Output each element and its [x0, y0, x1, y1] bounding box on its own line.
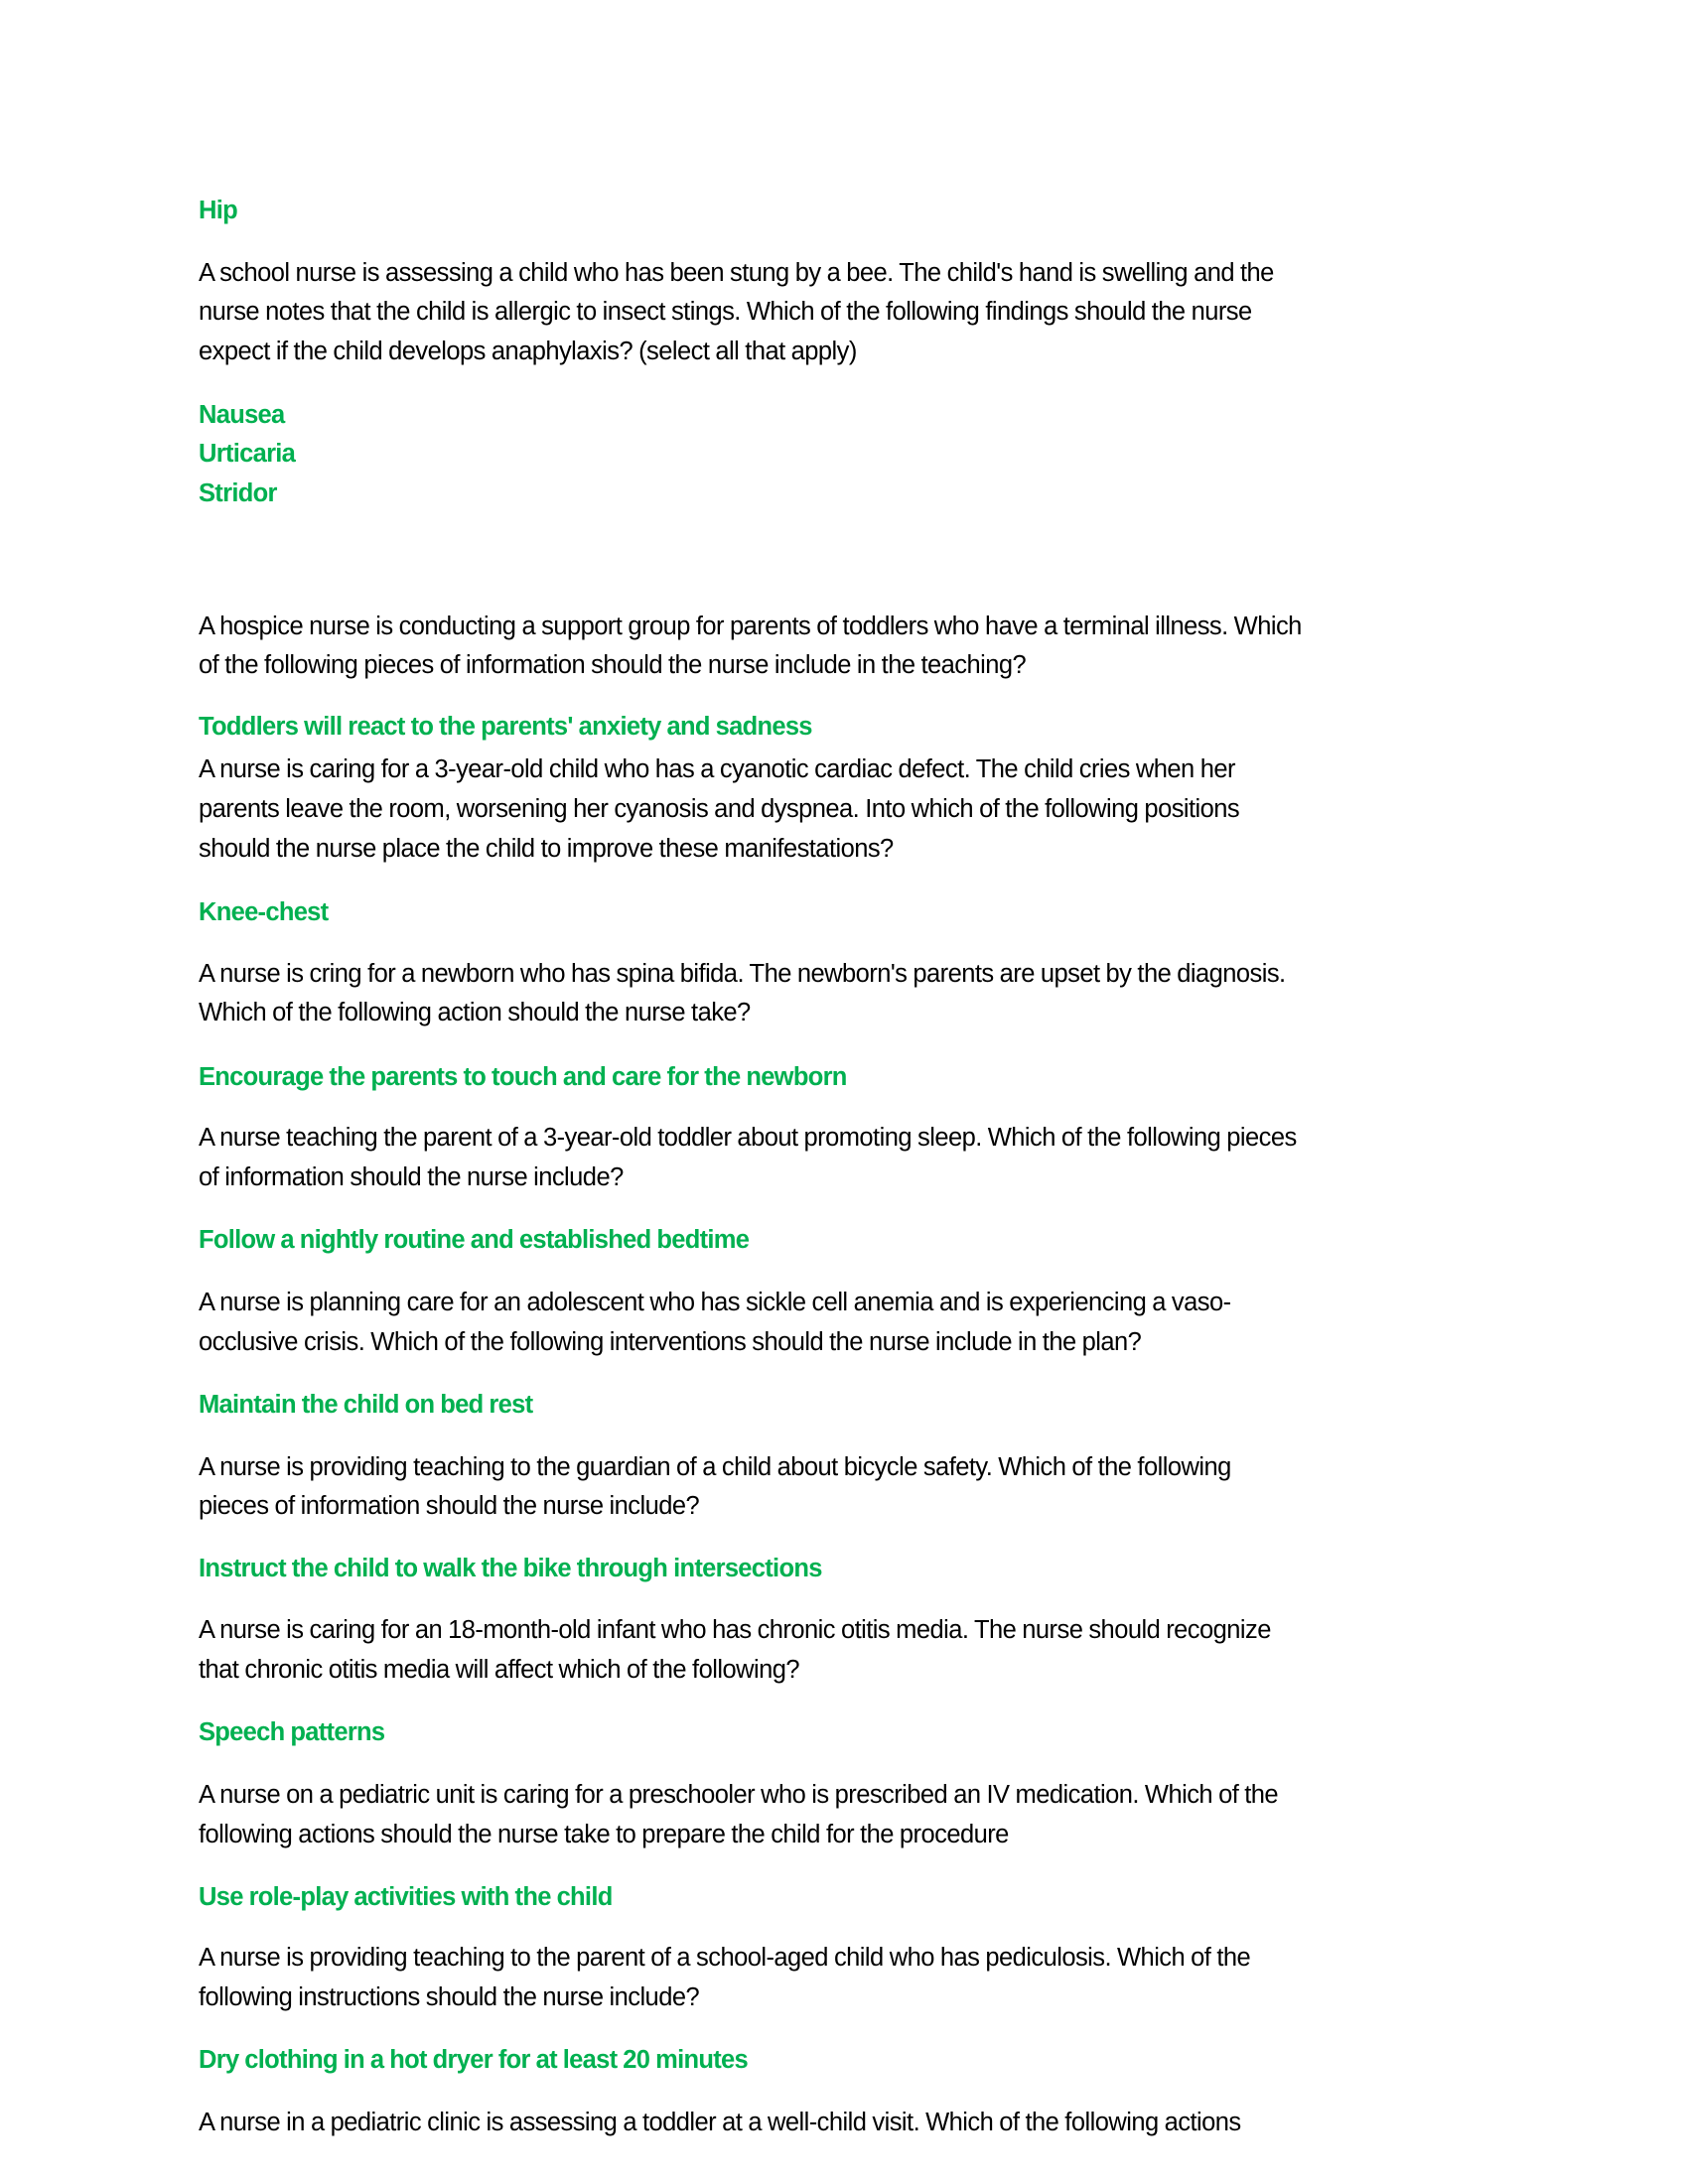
- question-text: parents leave the room, worsening her cyanosis and dyspnea. Into which of the following positions: [199, 795, 1240, 823]
- question-text: following instructions should the nurse include?: [199, 1983, 700, 2011]
- answer-text: Follow a nightly routine and established bedtime: [199, 1226, 750, 1254]
- answer-text: Encourage the parents to touch and care for the newborn: [199, 1063, 847, 1091]
- question-text: pieces of information should the nurse include?: [199, 1492, 700, 1520]
- answer-text: Maintain the child on bed rest: [199, 1391, 533, 1419]
- answer-text: Knee-chest: [199, 898, 329, 926]
- question-text: A nurse is caring for a 3-year-old child who has a cyanotic cardiac defect. The child cries when her: [199, 755, 1235, 783]
- question-text: should the nurse place the child to improve these manifestations?: [199, 835, 894, 863]
- question-text: of the following pieces of information should the nurse include in the teaching?: [199, 651, 1027, 679]
- answer-text: Urticaria: [199, 440, 296, 468]
- question-text: that chronic otitis media will affect which of the following?: [199, 1656, 799, 1684]
- question-text: A nurse on a pediatric unit is caring for a preschooler who is prescribed an IV medication. Which of the: [199, 1781, 1279, 1809]
- answer-text: Nausea: [199, 401, 285, 429]
- answer-text: Use role-play activities with the child: [199, 1883, 613, 1911]
- question-text: following actions should the nurse take to prepare the child for the procedure: [199, 1821, 1009, 1848]
- answer-text: Speech patterns: [199, 1718, 385, 1746]
- answer-text: Instruct the child to walk the bike through intersections: [199, 1555, 822, 1582]
- question-text: A nurse is providing teaching to the parent of a school-aged child who has pediculosis. Which of the: [199, 1944, 1251, 1972]
- question-text: occlusive crisis. Which of the following interventions should the nurse include in the plan?: [199, 1328, 1142, 1356]
- answer-text: Toddlers will react to the parents' anxiety and sadness: [199, 713, 812, 741]
- question-text: A nurse is cring for a newborn who has spina bifida. The newborn's parents are upset by the diagnosis.: [199, 960, 1286, 988]
- question-text: nurse notes that the child is allergic to insect stings. Which of the following findings should the nurse: [199, 298, 1252, 326]
- answer-text: Stridor: [199, 479, 277, 507]
- question-text: A nurse is providing teaching to the guardian of a child about bicycle safety. Which of the following: [199, 1453, 1231, 1481]
- question-text: A school nurse is assessing a child who has been stung by a bee. The child's hand is swelling and the: [199, 259, 1274, 287]
- question-text: A hospice nurse is conducting a support group for parents of toddlers who have a terminal illness. Which: [199, 613, 1302, 640]
- answer-text: Hip: [199, 197, 237, 224]
- question-text: Which of the following action should the nurse take?: [199, 999, 751, 1026]
- question-text: of information should the nurse include?: [199, 1163, 624, 1191]
- question-text: A nurse teaching the parent of a 3-year-old toddler about promoting sleep. Which of the following pieces: [199, 1124, 1297, 1152]
- question-text: A nurse in a pediatric clinic is assessing a toddler at a well-child visit. Which of the following actions: [199, 2109, 1241, 2136]
- answer-text: Dry clothing in a hot dryer for at least 20 minutes: [199, 2046, 749, 2074]
- question-text: A nurse is caring for an 18-month-old infant who has chronic otitis media. The nurse should recognize: [199, 1616, 1271, 1644]
- question-text: expect if the child develops anaphylaxis? (select all that apply): [199, 338, 857, 365]
- question-text: A nurse is planning care for an adolescent who has sickle cell anemia and is experiencing a vaso-: [199, 1289, 1231, 1316]
